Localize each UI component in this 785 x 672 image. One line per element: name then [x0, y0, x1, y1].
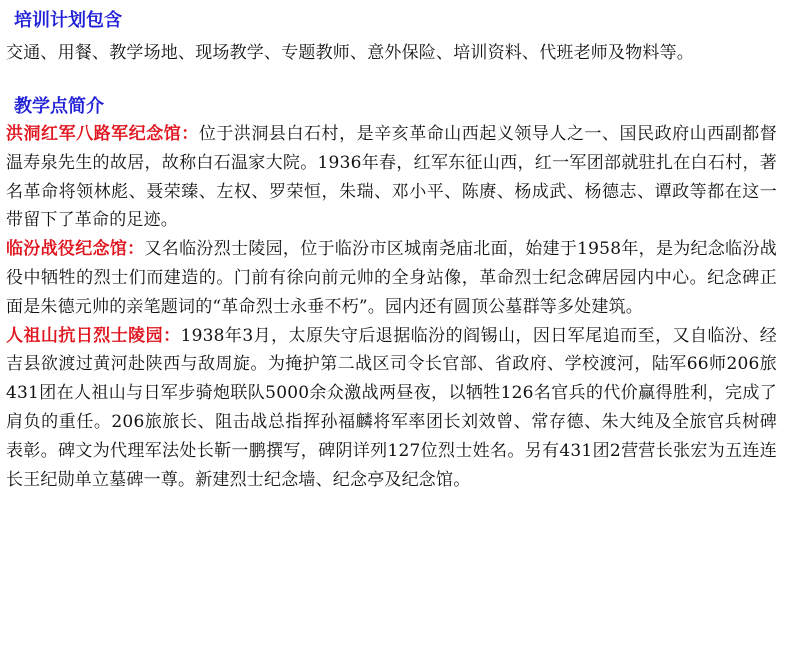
site-entry-hongtong — [6, 120, 777, 235]
site-entry-renzushan — [6, 322, 777, 495]
site-text-linfen: 又名临汾烈士陵园，位于临汾市区城南尧庙北面，始建于1958年，是为纪念临汾战役中牺牲的烈士们而建造的。门前有徐向前元帅的全身站像，革命烈士纪念碑居园内中心。纪念碑正面是朱德元帅的亲笔题词的“革命烈士永垂不朽”。园内还有圆顶公墓群等多处建筑。 — [6, 239, 777, 317]
site-paragraph — [6, 120, 777, 235]
site-text-renzushan: 1938年3月，太原失守后退据临汾的阎锡山，因日军尾追而至，又自临汾、经吉县欲渡过黄河赴陕西与敌周旋。为掩护第二战区司令长官部、省政府、学校渡河，陆军66师206旅431团在人祖山与日军步骑炮联队5000余众激战两昼夜，以牺牲126名官兵的代价赢得胜利，完成了肩负的重任。206旅旅长、阻击战总指挥孙福麟将军率团长刘效曾、常存德、朱大纯及全旅官兵树碑表彰。碑文为代理军法处长靳一鹏撰写，碑阴详列127位烈士姓名。另有431团2营营长张宏为五连连长王纪勋单立墓碑一尊。新建烈士纪念墙、纪念亭及纪念馆。 — [6, 325, 778, 490]
training-plan-heading: 培训计划包含 — [14, 10, 122, 31]
site-title-hongtong: 洪洞红军八路军纪念馆： — [6, 124, 199, 144]
training-plan-text: 交通、用餐、教学场地、现场教学、专题教师、意外保险、培训资料、代班老师及物料等。 — [6, 43, 694, 63]
site-title-renzushan: 人祖山抗日烈士陵园： — [6, 325, 181, 346]
site-paragraph — [6, 235, 777, 321]
site-title-linfen: 临汾战役纪念馆： — [6, 239, 145, 260]
site-entry-linfen — [6, 235, 777, 321]
site-text-hongtong: 位于洪洞县白石村，是辛亥革命山西起义领导人之一、国民政府山西副都督温寿泉先生的故居，故称白石温家大院。1936年春，红军东征山西，红一军团部就驻扎在白石村，著名革命将领林彪、聂荣臻、左权、罗荣恒，朱瑞、邓小平、陈赓、杨成武、杨德志、谭政等都在这一带留下了革命的足迹。 — [6, 124, 778, 231]
teaching-points-heading: 教学点简介 — [14, 96, 104, 117]
site-paragraph — [6, 322, 777, 495]
